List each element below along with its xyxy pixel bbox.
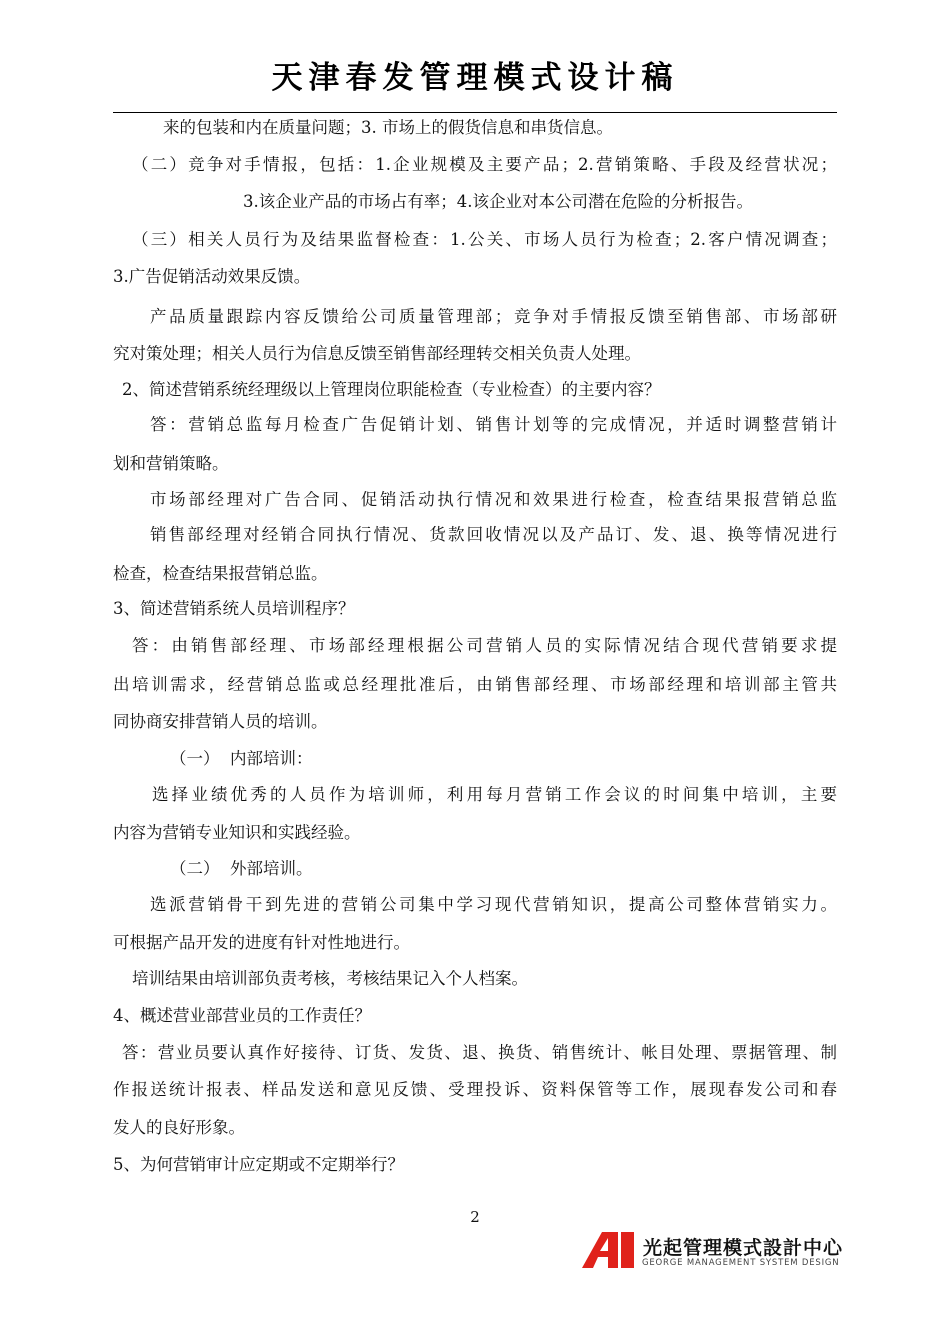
company-logo-name: 光起管理模式設計中心 [643,1237,844,1259]
company-logo-subtitle: GEORGE MANAGEMENT SYSTEM DESIGN [642,1258,840,1268]
text-line: 作报送统计报表、样品发送和意见反馈、受理投诉、资料保管等工作，展现春发公司和春 [113,1080,837,1099]
text-line: 市场部经理对广告合同、促销活动执行情况和效果进行检查，检查结果报营销总监 [150,490,837,509]
text-line: 3.广告促销活动效果反馈。 [113,267,311,286]
text-line: 划和营销策略。 [113,454,229,473]
page-number: 2 [470,1208,480,1226]
text-line: 可根据产品开发的进度有针对性地进行。 [113,933,410,952]
text-line: 来的包装和内在质量问题；3. 市场上的假货信息和串货信息。 [163,118,613,137]
text-line: 同协商安排营销人员的培训。 [113,712,328,731]
text-line: （二）竞争对手情报，包括：1.企业规模及主要产品；2.营销策略、手段及经营状况； [132,155,837,174]
text-line: （二） 外部培训。 [170,859,313,878]
text-line: 5、为何营销审计应定期或不定期举行？ [113,1155,404,1174]
text-line: 2、简述营销系统经理级以上管理岗位职能检查（专业检查）的主要内容？ [122,380,661,399]
text-line: 发人的良好形象。 [113,1118,245,1137]
text-line: 培训结果由培训部负责考核，考核结果记入个人档案。 [132,969,528,988]
text-line: 3.该企业产品的市场占有率；4.该企业对本公司潜在危险的分析报告。 [243,192,753,211]
text-line: 内容为营销专业知识和实践经验。 [113,823,361,842]
header-divider [113,112,837,113]
text-line: （一） 内部培训： [170,749,313,768]
text-line: 产品质量跟踪内容反馈给公司质量管理部；竞争对手情报反馈至销售部、市场部研 [150,307,837,326]
text-line: 答：由销售部经理、市场部经理根据公司营销人员的实际情况结合现代营销要求提 [132,636,837,655]
text-line: 销售部经理对经销合同执行情况、货款回收情况以及产品订、发、退、换等情况进行 [150,525,837,544]
text-line: （三）相关人员行为及结果监督检查：1.公关、市场人员行为检查；2.客户情况调查； [132,230,837,249]
text-line: 答：营销总监每月检查广告促销计划、销售计划等的完成情况，并适时调整营销计 [150,415,837,434]
text-line: 选择业绩优秀的人员作为培训师，利用每月营销工作会议的时间集中培训，主要 [152,785,837,804]
document-header-title: 天津春发管理模式设计稿 [271,60,679,96]
text-line: 选派营销骨干到先进的营销公司集中学习现代营销知识，提高公司整体营销实力。 [150,895,837,914]
text-line: 出培训需求，经营销总监或总经理批准后，由销售部经理、市场部经理和培训部主管共 [113,675,837,694]
company-logo-icon [580,1231,636,1269]
text-line: 3、简述营销系统人员培训程序？ [113,599,355,618]
text-line: 4、概述营业部营业员的工作责任？ [113,1006,371,1025]
text-line: 答：营业员要认真作好接待、订货、发货、退、换货、销售统计、帐目处理、票据管理、制 [122,1043,837,1062]
text-line: 究对策处理；相关人员行为信息反馈至销售部经理转交相关负责人处理。 [113,344,641,363]
text-line: 检查，检查结果报营销总监。 [113,564,328,583]
